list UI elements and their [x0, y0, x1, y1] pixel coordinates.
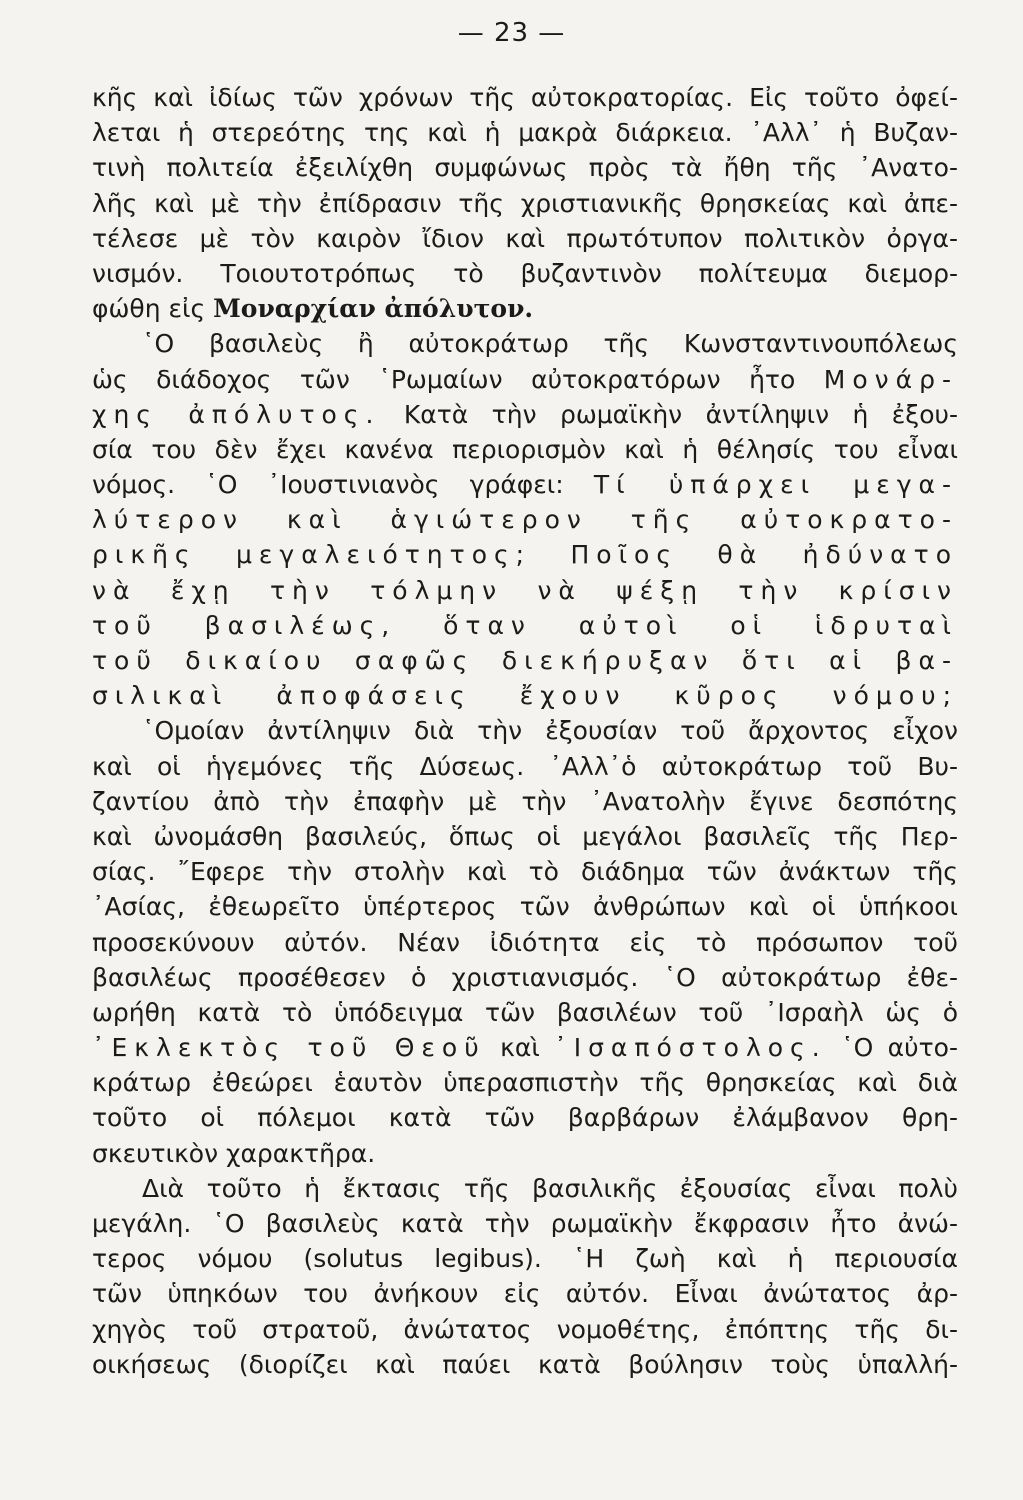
- text-line: τινὴ πολιτεία ἐξειλίχθη συμφώνως πρὸς τὰ ἤθη τῆς ᾿Ανατο-: [92, 153, 958, 183]
- text-line: χηγὸς τοῦ στρατοῦ, ἀνώτατος νομοθέτης, ἐπόπτης τῆς δι-: [92, 1314, 958, 1344]
- text-line: λῆς καὶ μὲ τὴν ἐπίδρασιν τῆς χριστιανικῆς θρησκείας καὶ ἀπε-: [92, 188, 958, 218]
- spaced-phrase: χης ἀπόλυτος.: [92, 399, 381, 429]
- text-line: νισμόν. Τοιουτοτρόπως τὸ βυζαντινὸν πολίτευμα διεμορ-: [92, 258, 958, 288]
- text-line: τέλεσε μὲ τὸν καιρὸν ἴδιον καὶ πρωτότυπον πολιτικὸν ὀργα-: [92, 223, 958, 253]
- text-line: προσεκύνουν αὐτόν. Νέαν ἰδιότητα εἰς τὸ πρόσωπον τοῦ: [92, 927, 958, 957]
- text-line: σιλικαὶ ἀποφάσεις ἔχουν κῦρος νόμου;: [92, 681, 958, 711]
- text-line: λεται ἡ στερεότης της καὶ ἡ μακρὰ διάρκεια. ᾿Αλλ᾿ ἡ Βυζαν-: [92, 118, 958, 148]
- text-line: ῾Ομοίαν ἀντίληψιν διὰ τὴν ἐξουσίαν τοῦ ἄρχοντος εἶχον: [142, 716, 958, 746]
- text-line: φώθη εἰς Μοναρχίαν ἀπόλυτον.: [92, 294, 534, 324]
- text-line: νόμος. ῾Ο ᾿Ιουστινιανὸς γράφει: Τί ὑπάρχει μεγα-: [92, 470, 958, 500]
- spaced-phrase: Μονάρ-: [823, 364, 958, 394]
- text-line: σκευτικὸν χαρακτῆρα.: [92, 1138, 376, 1168]
- bold-phrase: Μοναρχίαν ἀπόλυτον.: [213, 294, 534, 324]
- text-line: μεγάλη. ῾Ο βασιλεὺς κατὰ τὴν ρωμαϊκὴν ἔκφρασιν ἦτο ἀνώ-: [92, 1209, 958, 1238]
- spaced-phrase: ᾿Ισαπόστολος.: [554, 1033, 827, 1063]
- text-line: καὶ ὠνομάσθη βασιλεύς, ὅπως οἱ μεγάλοι βασιλεῖς τῆς Περ-: [92, 821, 958, 851]
- text-line: κράτωρ ἐθεώρει ἑαυτὸν ὑπερασπιστὴν τῆς θρησκείας καὶ διὰ: [92, 1068, 958, 1098]
- text-line: οικήσεως (διορίζει καὶ παύει κατὰ βούλησιν τοὺς ὑπαλλή-: [92, 1349, 958, 1379]
- text-line: καὶ οἱ ἡγεμόνες τῆς Δύσεως. ᾿Αλλ᾿ὁ αὐτοκράτωρ τοῦ Βυ-: [92, 751, 958, 781]
- text-line: βασιλέως προσέθεσεν ὁ χριστιανισμός. ῾Ο αὐτοκράτωρ ἐθε-: [92, 962, 958, 992]
- text-line: ρικῆς μεγαλειότητος; Ποῖος θὰ ἠδύνατο: [92, 540, 958, 570]
- text-line: ὡς διάδοχος τῶν ῾Ρωμαίων αὐτοκρατόρων ἦτο Μονάρ-: [92, 364, 958, 394]
- text-line: τοῦτο οἱ πόλεμοι κατὰ τῶν βαρβάρων ἐλάμβανον θρη-: [92, 1103, 958, 1133]
- spaced-phrase: ᾿Εκλεκτὸς τοῦ Θεοῦ: [92, 1033, 486, 1063]
- text-line: ᾿Εκλεκτὸς τοῦ Θεοῦ καὶ ᾿Ισαπόστολος. ῾Ο αὐτο-: [92, 1033, 958, 1063]
- text-line: κῆς καὶ ἰδίως τῶν χρόνων τῆς αὐτοκρατορίας. Εἰς τοῦτο ὀφεί-: [92, 83, 958, 112]
- text-line: Διὰ τοῦτο ἡ ἔκτασις τῆς βασιλικῆς ἐξουσίας εἶναι πολὺ: [142, 1173, 958, 1203]
- text-line: τῶν ὑπηκόων του ἀνήκουν εἰς αὐτόν. Εἶναι ἀνώτατος ἀρ-: [92, 1279, 958, 1309]
- text-line: χης ἀπόλυτος. Κατὰ τὴν ρωμαϊκὴν ἀντίληψιν ἡ ἐξου-: [92, 399, 958, 429]
- text-line: σία του δὲν ἔχει κανένα περιορισμὸν καὶ ἡ θέλησίς του εἶναι: [92, 434, 958, 464]
- text-line: ζαντίου ἀπὸ τὴν ἐπαφὴν μὲ τὴν ᾿Ανατολὴν ἔγινε δεσπότης: [92, 786, 958, 816]
- text-line: λύτερον καὶ ἁγιώτερον τῆς αὐτοκρατο-: [92, 505, 958, 535]
- text-line: τερος νόμου (solutus legibus). ῾Η ζωὴ καὶ ἡ περιουσία: [92, 1244, 958, 1274]
- page-number: — 23 —: [457, 18, 566, 48]
- text-line: τοῦ δικαίου σαφῶς διεκήρυξαν ὅτι αἱ βα-: [92, 646, 958, 675]
- text-line: ῾Ο βασιλεὺς ἢ αὐτοκράτωρ τῆς Κωνσταντινουπόλεως: [142, 329, 958, 359]
- spaced-phrase: Τί ὑπάρχει μεγα-: [593, 470, 958, 500]
- text-line: νὰ ἔχῃ τὴν τόλμην νὰ ψέξῃ τὴν κρίσιν: [92, 575, 958, 605]
- text-line: ᾿Ασίας, ἐθεωρεῖτο ὑπέρτερος τῶν ἀνθρώπων καὶ οἱ ὑπήκοοι: [92, 892, 958, 922]
- body-text: [92, 80, 958, 1382]
- text-line: σίας. ῎Εφερε τὴν στολὴν καὶ τὸ διάδημα τῶν ἀνάκτων τῆς: [92, 857, 958, 887]
- text-line: τοῦ βασιλέως, ὅταν αὐτοὶ οἱ ἱδρυταὶ: [92, 610, 958, 640]
- text-line: ωρήθη κατὰ τὸ ὑπόδειγμα τῶν βασιλέων τοῦ ᾿Ισραὴλ ὡς ὁ: [92, 997, 958, 1027]
